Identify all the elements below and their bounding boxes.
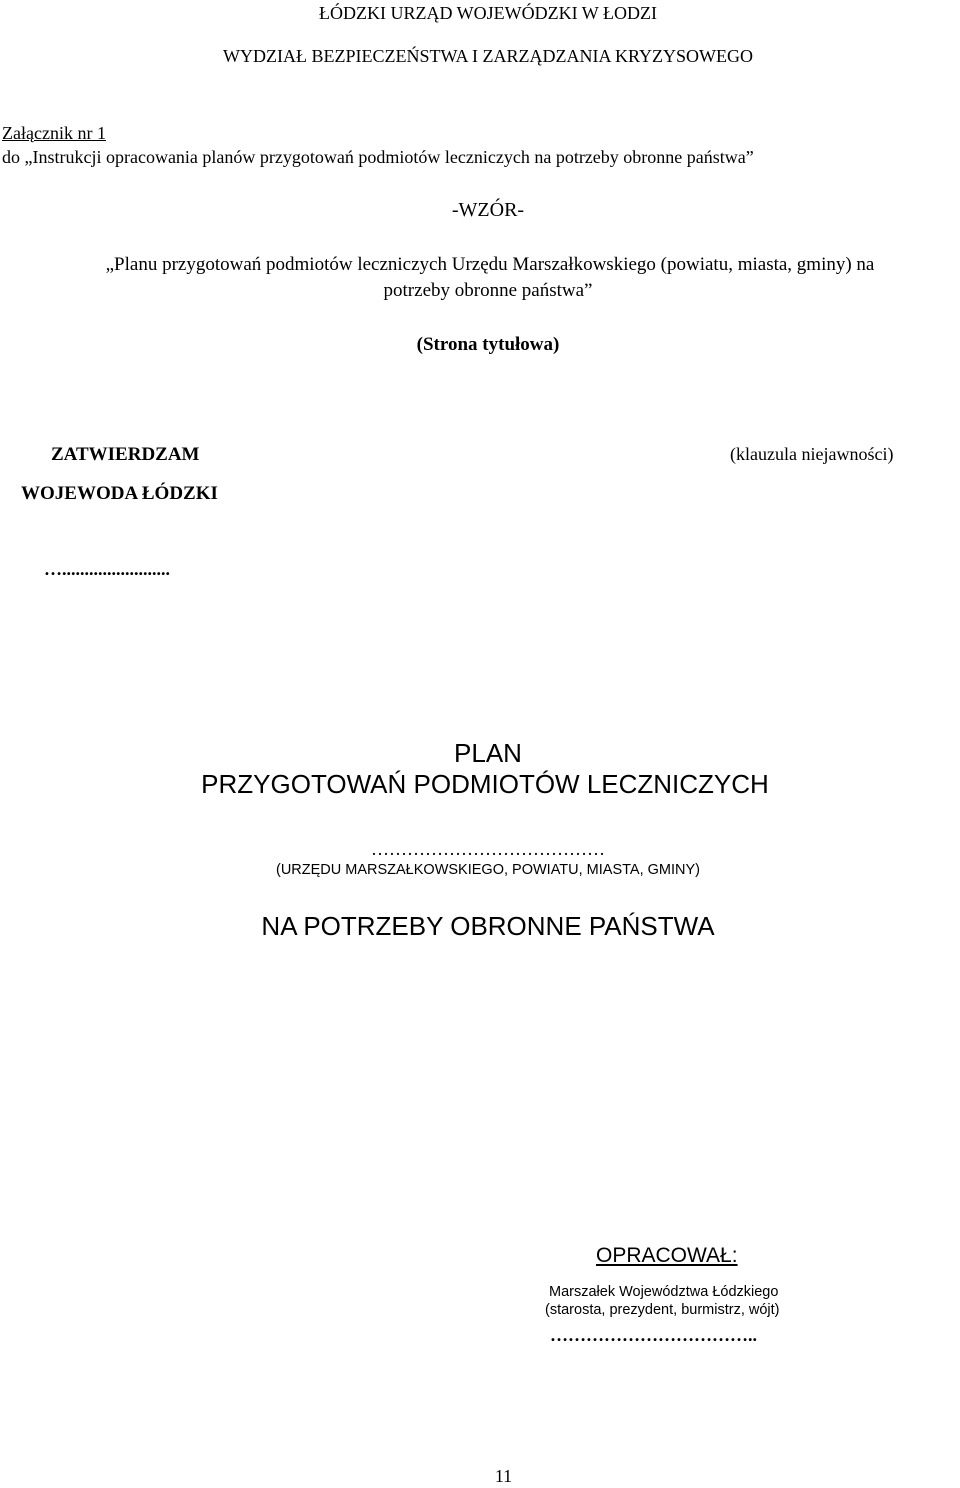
approval-authority: WOJEWODA ŁÓDZKI [21, 483, 218, 504]
template-title-line-2: potrzeby obronne państwa” [383, 280, 593, 301]
plan-title-line-2: PRZYGOTOWAŃ PODMIOTÓW LECZNICZYCH [201, 769, 769, 799]
entity-description: (URZĘDU MARSZAŁKOWSKIEGO, POWIATU, MIASTA, GMINY) [275, 862, 700, 878]
department-name: WYDZIAŁ BEZPIECZEŃSTWA I ZARZĄDZANIA KRYZYSOWEGO [223, 46, 753, 66]
prepared-by-roles: (starosta, prezydent, burmistrz, wójt) [545, 1302, 780, 1318]
approval-signature-line: …........................ [44, 559, 170, 579]
title-page-subtitle: (Strona tytułowa) [416, 334, 560, 355]
entity-fill-line: ………………………………… [371, 839, 605, 859]
template-title-line-1: „Planu przygotowań podmiotów leczniczych Urzędu Marszałkowskiego (powiatu, miasta, gminy) na [105, 254, 875, 275]
template-marker: -WZÓR- [451, 199, 525, 221]
office-name: ŁÓDZKI URZĄD WOJEWÓDZKI W ŁODZI [319, 3, 657, 23]
approval-label: ZATWIERDZAM [51, 444, 200, 465]
prepared-by-signature-line: …………………………….. [550, 1325, 757, 1345]
classification-label: (klauzula niejawności) [730, 444, 894, 464]
annex-label: Załącznik nr 1 [2, 123, 106, 143]
prepared-by-name: Marszałek Województwa Łódzkiego [549, 1284, 779, 1300]
annex-description: do „Instrukcji opracowania planów przygotowań podmiotów leczniczych na potrzeby obronne państwa” [2, 147, 754, 167]
plan-purpose: NA POTRZEBY OBRONNE PAŃSTWA [261, 911, 715, 941]
plan-title-line-1: PLAN [454, 738, 522, 768]
page-number: 11 [494, 1466, 513, 1486]
prepared-by-label: OPRACOWAŁ: [596, 1244, 738, 1267]
